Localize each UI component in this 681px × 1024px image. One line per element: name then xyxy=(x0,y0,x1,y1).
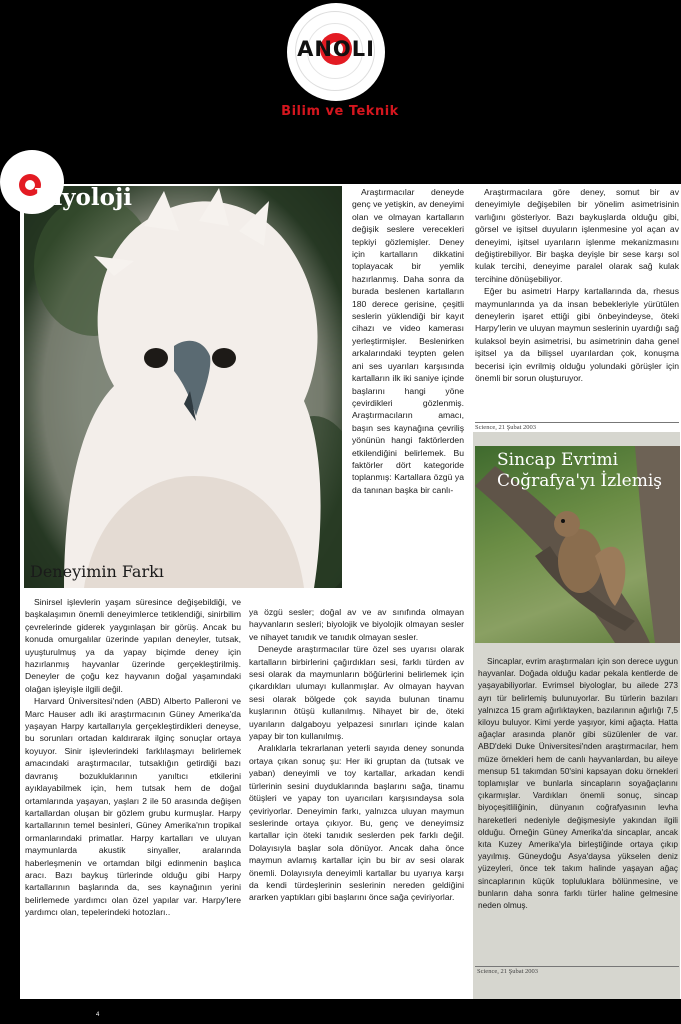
section-title: Biyoloji xyxy=(34,184,133,211)
sidebar-title: Sincap Evrimi Coğrafya'yı İzlemiş xyxy=(497,450,662,491)
harpy-eagle-photo xyxy=(24,186,342,588)
article-headline: Deneyimin Farkı xyxy=(30,562,164,581)
paragraph: Araştırmacılara göre deney, somut bir av deneyimiyle değişebilen bir yönelim asimetrisinin varlığını gösteriyor. Bazı baykuşlarda olduğu gibi, görsel ve işitsel duyuların işlenmesine yol açan av deneyimi, işitsel uyarıların işlenme mekanizmasını değiştirebiliyor. Bir başka deyişle bir sese karşı sol kulak tercihi, deneyime paralel olarak sağ kulak tercihine dönüşebiliyor. xyxy=(475,187,679,284)
magazine-logo xyxy=(287,3,385,101)
page-number: 4 xyxy=(96,1012,100,1018)
paragraph: Araştırmacılar deneyde genç ve yetişkin, av deneyimi olan ve olmayan kartalların değişik seslere verecekleri tepkiyi gözlemişler. Deney için kartalların dikkatini toplayacak bir yemlik hazırlanmış. Daha sonra da burada beslenen kartalların 180 derece gerisine, çeşitli seslerin yüklendiği bir kayıt cihazı ve video kamerası yerleştirmişler. Beslenirken arkalarındaki teypten gelen ani ses uyarıları karşısında kartalların ilk iki saniye içinde başlarını hangi yöne çevirdikleri gözlenmiş. Araştırmacıların amacı, başın ses kaynağına çevriliş yönünün hangi faktörlerden etkilendiğini belirlemek. Bu faktörler dört kategoride toplanmış: Kartallara özgü ya da tanınan başka bir canlı- xyxy=(352,187,464,495)
article-column-2-top xyxy=(352,186,464,606)
sidebar-source-rule xyxy=(475,966,679,967)
logo-text: ANOLI xyxy=(297,37,375,61)
paragraph: Deneyde araştırmacılar türe özel ses uyarısı olarak kartalların birbirlerini çağırdıkları sesi, farklı türden av sesi olarak da maymunların böğürlerini belirlemek için çıkardıkları ulumayı kullanmışlar. Av olmayan hayvan sesi olarak bölgede çok sayıda bulunan tinamu kuşlarının ötüşü kullanılmış. Nihayet bir de, öteki uyarıların dalgaboyu yelpazesi sınırları içinde kalan yapay bir ton kullanılmış. xyxy=(249,644,464,742)
paragraph: Eğer bu asimetri Harpy kartallarında da, rhesus maymunlarında ya da insan bebekleriyle yürütülen deneylerin işaret ettiği gibi önbeyindeyse, öteki Harpy'lerin ve uluyan maymun seslerinin uyardığı sağ kulaksol beyin asimetrisi, bu asimetrinin daha genel işitsel ya da bilişsel uyarılardan çok, konuşma becerisi için evrilmiş olduğu yolundaki görüşler için önemli bir sorun oluşturuyor. xyxy=(475,286,679,384)
article-source-rule xyxy=(475,422,679,423)
brand-name: Bilim ve Teknik xyxy=(281,104,399,119)
sidebar-source: Science, 21 Şubat 2003 xyxy=(477,968,539,975)
paragraph: Sincaplar, evrim araştırmaları için son derece uygun hayvanlar. Doğada olduğu kadar pekala kentlerde de yaşayabiliyorlar. Evrimsel biyologlar, bu ailede 273 ayrı tür belirlemiş bulunuyorlar. Bu türlerin bazıları yalnızca 15 gram ağırlıktayken, bazılarının ağırlığı 7,5 kiloyu buluyor. Kimi yerde yaşıyor, kimi ağaçta. Hatta ağaçlar arasında planör gibi süzülenler de var. ABD'deki Duke Üniversitesi'nden araştırmacılar, hem müze örnekleri hem de canlı hayvanlardan, bu aileye mensup 51 takımdan 50'sini kapsayan doku örnekleri toplamışlar ve bunlarla sincapların soyağaçlarını çıkarmışlar. Vardıkları önemli sonuç, sincap biyoçeşitliliğinin, dünyanın coğrafyasının levha hareketleri nedeniyle değişmesiyle yakından ilgili olduğu. Örneğin Güney Amerika'da sincaplar, ancak kıta Kuzey Amerika'yla birleştiğinde ortaya çıkıp yayılmış. Güneydoğu Asya'daysa yükselen deniz yüzeyleri, önce tek takım halinde yaşayan ağaç sincaplarının küçük topluluklara bölünmesine, ve bunların daha sonra farklı türler haline gelmesine neden olmuş. xyxy=(478,656,678,911)
article-column-1 xyxy=(25,596,241,996)
paragraph: Harvard Üniversitesi'nden (ABD) Alberto Palleroni ve Marc Hauser adlı iki araştırmacının Güney Amerika'da yaşayan Harpy kartallarıyla gerçekleştirdikleri deneyse, bu sorunları ortadan kaldırarak ilginç sonuçlar ortaya koyuyor. Sinir işlevlerindeki farklılaşmayı belirlemek amacındaki araştırmacılar, tutsaklığın getirdiği bazı davranış bozukluklarının yanıltıcı etkilerini ayıklayabilmek için, hem tutsak hem de doğal ortamlarında yaşayan, yaşları 2 ile 50 arasında değişen kartallardan oluşan bir gözlem grubu kurmuşlar. Harpy kartallarının temel besinleri, Güney Amerika'nın tropikal ormanlarındaki primatlar. Harpy kartalları ve uluyan maymunlarda akustik sinyaller, aralarında haberleşmenin ve ortamdan bilgi edinmenin başlıca aracı. Bazı baykuş türlerinde olduğu gibi Harpy kartallarının başlarında da, ses kaynağının yerini belirlemede yardımcı olan özel yapılar var. Harpy'lere yardımcı olan, tepelerindeki hotozları.. xyxy=(25,696,241,918)
article-source: Science, 21 Şubat 2003 xyxy=(475,424,537,431)
article-column-2-bottom xyxy=(249,606,464,998)
paragraph: Sinirsel işlevlerin yaşam süresince değişebildiği, ve başkalaşımın önemli deneyimlerce tetiklendiği, sinirbilim çevrelerinde giderek yaygınlaşan bir görüş. Ancak bu konuda omurgalılar üzerinde yapılan deneyler, tutsak, uyuşturulmuş ya da yapay biçimde deney için hazırlanmış hayvanlar üzerinde gerçekleştirilmiş. Deneyler de çoğu kez hayvanın doğal yaşamındaki olağan işleyişle ilgili değil. xyxy=(25,597,241,694)
article-column-3 xyxy=(475,186,679,418)
eagle-illustration xyxy=(24,186,342,588)
paragraph: Aralıklarla tekrarlanan yeterli sayıda deney sonunda ortaya çıkan sonuç şu: Her iki gruptan da (tutsak ve yaban) deneyimli ve toy kartallar, arkadan kendi türlerinin sesini duyduklarında başlarını sağa, tinamu ötüşleri ve yapay ton uyarıcıları karşısındaysa sola çeviriyorlar. Deneyimin farkı, yalnızca uluyan maymun seslerinde ortaya çıkıyor. Bu, genç ve deneyimsiz kartallar için öteki tanıdık seslerden pek farklı değil. Dolayısıyla başlar sola dönüyor. Ancak daha önce maymun avlamış kartallar için bu bir av sesi olarak önemli. Dolayısıyla deneyimli kartallar bu uyarıya karşı da kendi türdeşlerinin seslerinin nereden geldiğini ararken yaptıkları gibi başlarını önce sağa çeviriyorlar. xyxy=(249,743,464,903)
paragraph: ya özgü sesler; doğal av ve av sınıfında olmayan hayvanların sesleri; biyolojik ve biyolojik olmayan sesler ve nihayet tanıdık ve tanıdık olmayan sesler. xyxy=(249,607,464,642)
sidebar-body xyxy=(478,655,678,955)
